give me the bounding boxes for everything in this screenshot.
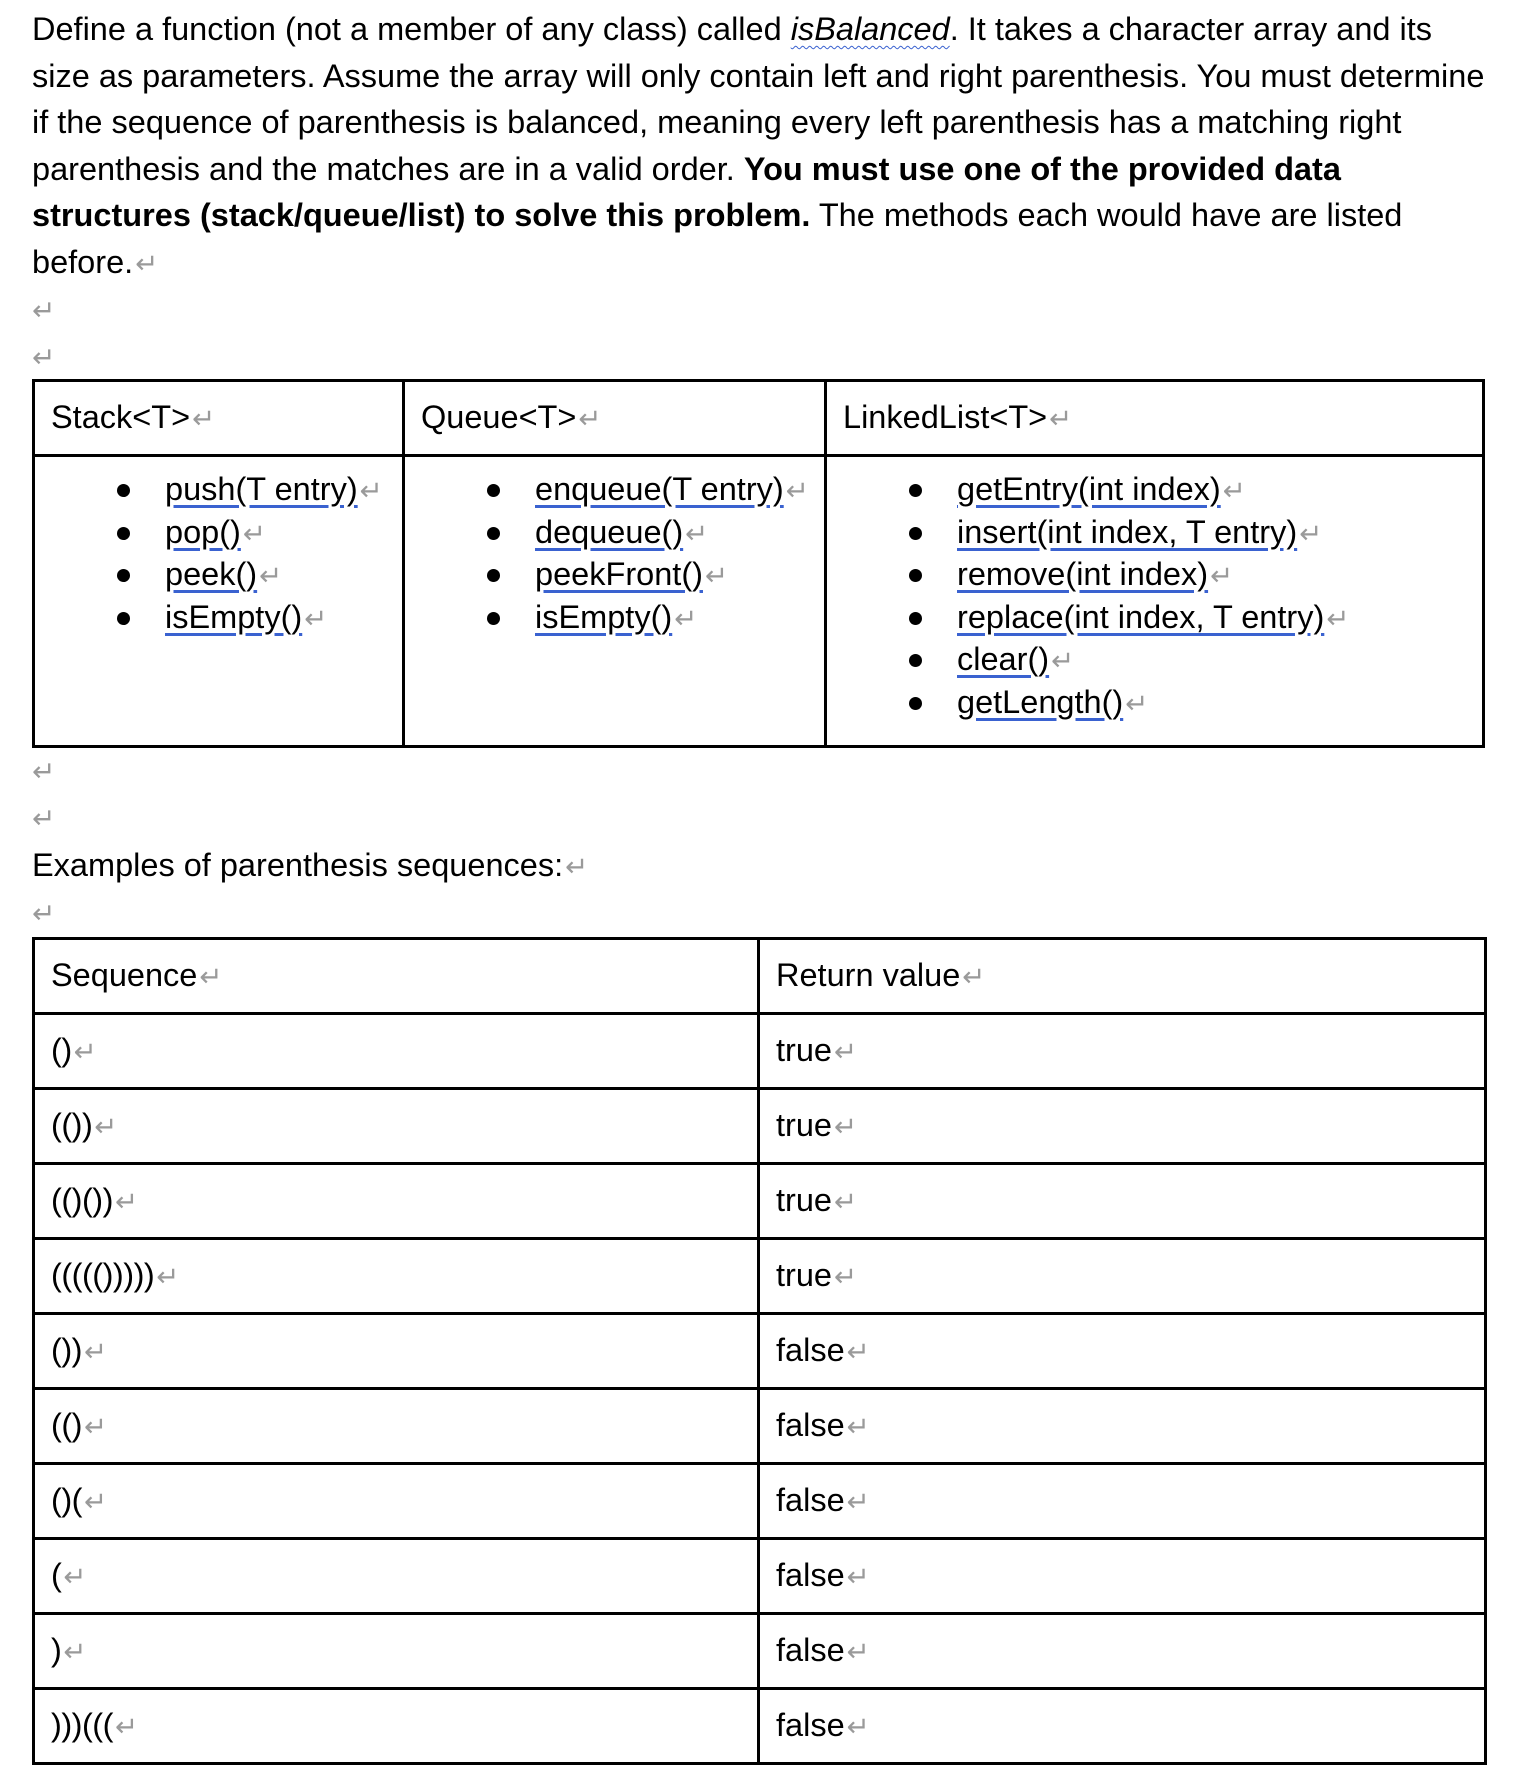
sequence-cell	[34, 1314, 759, 1389]
cell-mark: ↵	[359, 475, 383, 506]
linkedlist-header: LinkedList<T>	[843, 399, 1048, 435]
list-item	[487, 597, 824, 640]
table-row	[34, 1539, 1486, 1614]
return-value-cell	[759, 1314, 1486, 1389]
cell-mark: ↵	[1299, 517, 1323, 549]
return-value: true	[776, 1182, 833, 1218]
return-header: Return value	[776, 957, 961, 993]
paragraph-mark: ↵	[32, 803, 56, 834]
table-row	[34, 1464, 1486, 1539]
methods-body-row	[34, 456, 1484, 747]
cell-mark: ↵	[834, 1111, 858, 1142]
return-value: false	[776, 1407, 845, 1443]
linkedlist-header-cell	[826, 381, 1484, 456]
cell-mark: ↵	[63, 1636, 86, 1667]
list-item	[117, 469, 402, 512]
paragraph-mark: ↵	[32, 295, 56, 326]
cell-mark: ↵	[259, 560, 283, 591]
cell-mark: ↵	[834, 1261, 858, 1292]
return-value: true	[776, 1107, 833, 1143]
cell-mark: ↵	[1051, 645, 1075, 676]
return-value-cell	[759, 1239, 1486, 1314]
return-value: false	[776, 1632, 845, 1668]
intro-text-3: The methods each would have are listed before.	[32, 197, 1403, 280]
method-name: peekFront()	[535, 556, 703, 592]
return-value-cell	[759, 1464, 1486, 1539]
list-item	[487, 469, 824, 512]
examples-table-wrapper	[32, 937, 1487, 1765]
stack-header: Stack<T>	[51, 399, 191, 435]
list-item	[909, 639, 1482, 682]
table-row	[34, 1089, 1486, 1164]
cell-mark: ↵	[199, 961, 223, 992]
linkedlist-method-list	[843, 469, 1482, 724]
sequence-cell	[34, 1089, 759, 1164]
method-name: replace(int index, T entry)	[957, 598, 1325, 635]
document-page	[32, 6, 1487, 1765]
cell-mark: ↵	[94, 1111, 117, 1142]
sequence-value: (()	[51, 1407, 82, 1443]
sequence-value: ())	[51, 1332, 82, 1368]
cell-mark: ↵	[1222, 475, 1246, 506]
paragraph-mark: ↵	[32, 342, 56, 373]
sequence-value: (()())	[51, 1182, 113, 1218]
cell-mark: ↵	[685, 517, 709, 549]
return-value: false	[776, 1557, 845, 1593]
cell-mark: ↵	[846, 1636, 870, 1667]
queue-header: Queue<T>	[421, 399, 577, 435]
examples-table-body	[34, 939, 1486, 1764]
cell-mark: ↵	[846, 1486, 870, 1517]
empty-paragraph	[32, 334, 1487, 381]
list-item	[909, 469, 1482, 512]
list-item	[909, 554, 1482, 597]
paragraph-mark: ↵	[565, 851, 589, 882]
paragraph-mark: ↵	[135, 247, 159, 279]
cell-mark: ↵	[1326, 602, 1350, 634]
return-value: true	[776, 1032, 833, 1068]
list-item	[909, 597, 1482, 640]
method-name: insert(int index, T entry)	[957, 513, 1298, 550]
cell-mark: ↵	[1210, 560, 1234, 591]
intro-paragraph	[32, 6, 1487, 287]
table-row	[34, 1014, 1486, 1089]
examples-table	[32, 937, 1487, 1765]
return-header-cell	[759, 939, 1486, 1014]
cell-mark: ↵	[674, 602, 698, 634]
method-name: isEmpty()	[535, 598, 673, 635]
empty-paragraph	[32, 287, 1487, 334]
list-item	[909, 512, 1482, 555]
sequence-value: ((((()))))	[51, 1257, 155, 1293]
return-value-cell	[759, 1089, 1486, 1164]
methods-table-wrapper	[32, 379, 1487, 748]
method-name: getLength()	[957, 683, 1124, 720]
list-item	[909, 682, 1482, 725]
methods-table	[32, 379, 1485, 748]
sequence-cell	[34, 1014, 759, 1089]
intro-requirement: You must use one of the provided data structures (stack/queue/list) to solve this problem.	[32, 150, 1341, 233]
stack-methods-cell	[34, 456, 404, 747]
paragraph-mark: ↵	[32, 898, 56, 929]
stack-header-cell	[34, 381, 404, 456]
list-item	[487, 554, 824, 597]
list-item	[117, 597, 402, 640]
return-value-cell	[759, 1614, 1486, 1689]
cell-mark: ↵	[578, 403, 602, 434]
linkedlist-methods-cell	[826, 456, 1484, 747]
list-item	[117, 554, 402, 597]
sequence-header-cell	[34, 939, 759, 1014]
method-name: enqueue(T entry)	[535, 471, 784, 507]
return-value-cell	[759, 1014, 1486, 1089]
examples-caption-text: Examples of parenthesis sequences:	[32, 847, 564, 883]
sequence-header: Sequence	[51, 957, 198, 993]
cell-mark: ↵	[846, 1561, 870, 1592]
sequence-cell	[34, 1614, 759, 1689]
sequence-value: )	[51, 1632, 62, 1668]
cell-mark: ↵	[304, 602, 328, 634]
cell-mark: ↵	[156, 1261, 179, 1292]
intro-text-1: Define a function (not a member of any class) called	[32, 11, 791, 47]
paragraph-mark: ↵	[32, 756, 56, 787]
sequence-value: (	[51, 1557, 62, 1593]
function-name: isBalanced	[790, 11, 950, 47]
cell-mark: ↵	[1125, 687, 1149, 719]
sequence-value: )))(((	[51, 1707, 113, 1743]
queue-methods-cell	[404, 456, 826, 747]
cell-mark: ↵	[834, 1186, 858, 1217]
return-value-cell	[759, 1389, 1486, 1464]
cell-mark: ↵	[785, 475, 809, 506]
return-value-cell	[759, 1689, 1486, 1764]
method-name: remove(int index)	[957, 556, 1209, 592]
list-item	[117, 512, 402, 555]
cell-mark: ↵	[83, 1486, 107, 1517]
method-name: getEntry(int index)	[957, 471, 1221, 507]
sequence-cell	[34, 1539, 759, 1614]
cell-mark: ↵	[63, 1561, 86, 1592]
table-row	[34, 1164, 1486, 1239]
empty-paragraph	[32, 795, 1487, 842]
sequence-value: ()(	[51, 1482, 82, 1518]
sequence-cell	[34, 1239, 759, 1314]
method-name: dequeue()	[535, 513, 684, 550]
return-value: false	[776, 1482, 845, 1518]
cell-mark: ↵	[834, 1036, 858, 1067]
queue-header-cell	[404, 381, 826, 456]
queue-method-list	[421, 469, 824, 639]
return-value-cell	[759, 1539, 1486, 1614]
cell-mark: ↵	[83, 1336, 107, 1367]
cell-mark: ↵	[242, 517, 267, 549]
sequence-cell	[34, 1389, 759, 1464]
cell-mark: ↵	[846, 1711, 870, 1742]
method-name: push(T entry)	[165, 471, 358, 507]
empty-paragraph	[32, 890, 1487, 937]
cell-mark: ↵	[83, 1411, 107, 1442]
sequence-cell	[34, 1689, 759, 1764]
cell-mark: ↵	[962, 961, 986, 992]
table-row	[34, 1389, 1486, 1464]
cell-mark: ↵	[1049, 403, 1073, 434]
method-name: isEmpty()	[165, 598, 303, 635]
table-row	[34, 1614, 1486, 1689]
return-value-cell	[759, 1164, 1486, 1239]
table-row	[34, 1314, 1486, 1389]
cell-mark: ↵	[114, 1186, 138, 1217]
cell-mark: ↵	[73, 1036, 97, 1067]
methods-header-row	[34, 381, 1484, 456]
cell-mark: ↵	[846, 1411, 870, 1442]
cell-mark: ↵	[114, 1711, 138, 1742]
return-value: true	[776, 1257, 833, 1293]
return-value: false	[776, 1707, 845, 1743]
method-name: clear()	[957, 641, 1050, 677]
sequence-value: ()	[51, 1032, 72, 1068]
cell-mark: ↵	[846, 1336, 870, 1367]
table-row	[34, 1689, 1486, 1764]
table-row	[34, 1239, 1486, 1314]
return-value: false	[776, 1332, 845, 1368]
examples-header-row	[34, 939, 1486, 1014]
stack-method-list	[51, 469, 402, 639]
empty-paragraph	[32, 748, 1487, 795]
intro-text-2: . It takes a character array and its size as parameters. Assume the array will only contain left and right parenthesis. You must determine if the sequence of parenthesis is balanced, meaning every left parenthesis has a matching right parenthesis and the matches are in a valid order.	[32, 11, 1485, 187]
examples-caption	[32, 842, 1487, 890]
sequence-value: (())	[51, 1107, 93, 1143]
cell-mark: ↵	[704, 560, 729, 591]
cell-mark: ↵	[192, 403, 216, 434]
list-item	[487, 512, 824, 555]
sequence-cell	[34, 1164, 759, 1239]
sequence-cell	[34, 1464, 759, 1539]
method-name: peek()	[165, 556, 258, 592]
method-name: pop()	[165, 513, 241, 550]
